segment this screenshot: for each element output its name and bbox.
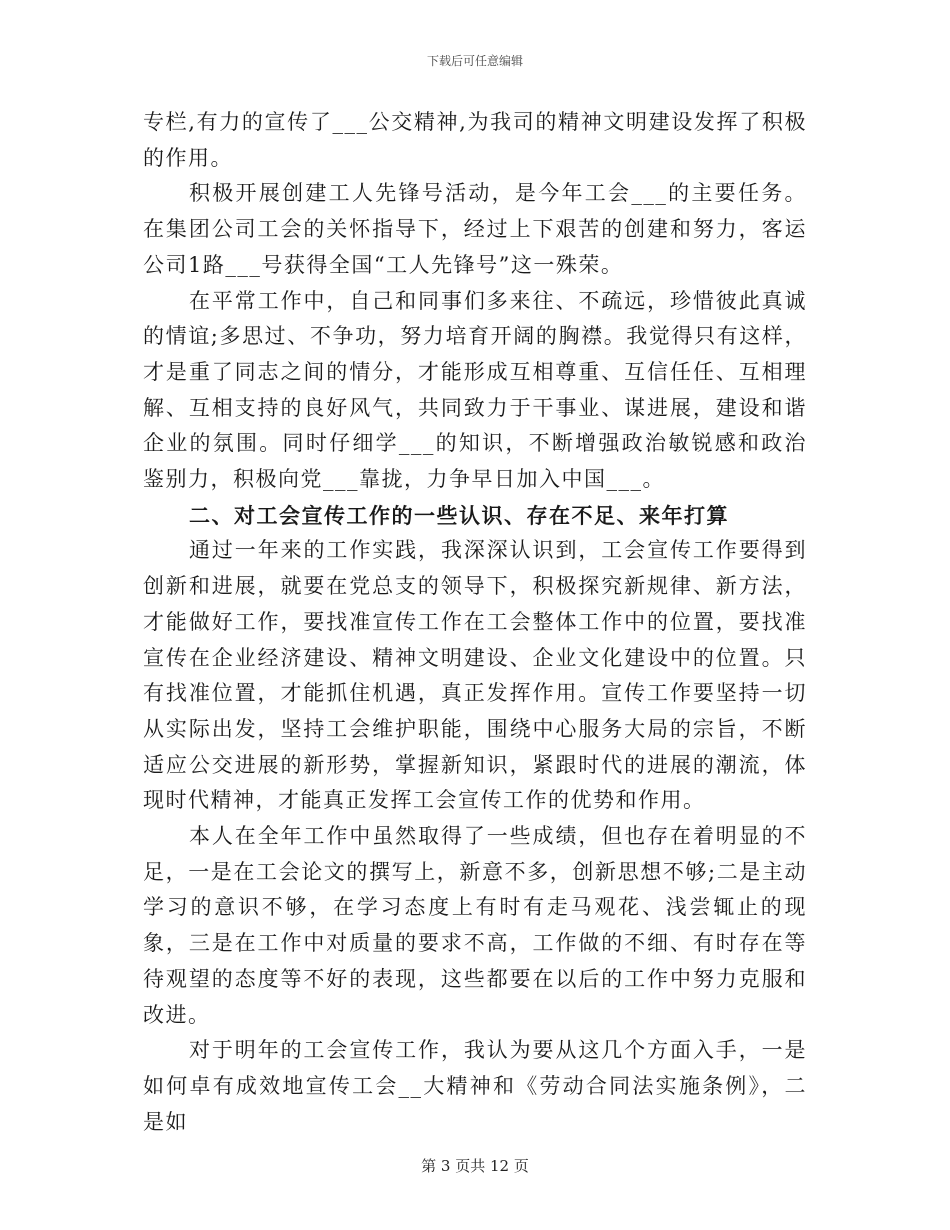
page-number-footer: 第 3 页共 12 页 — [421, 1157, 529, 1175]
paragraph-daily-work: 在平常工作中，自己和同事们多来往、不疏远，珍惜彼此真诚的情谊;多思过、不争功，努力培育开阔的胸襟。我觉得只有这样，才是重了同志之间的情分，才能形成互相尊重、互信任任、互相理解、互相支持的良好风气，共同致力于干事业、谋进展，建设和谐企业的氛围。同时仔细学___的知识，不断增强政治敏锐感和政治鉴别力，积极向党___靠拢，力争早日加入中国___。 — [143, 288, 807, 492]
paragraph-pioneer-activity: 积极开展创建工人先锋号活动，是今年工会___的主要任务。在集团公司工会的关怀指导下，经过上下艰苦的创建和努力，客运公司1路___号获得全国“工人先锋号”这一殊荣。 — [143, 181, 807, 277]
paragraph-work-practice: 通过一年来的工作实践，我深深认识到，工会宣传工作要得到创新和进展，就要在党总支的领导下，积极探究新规律、新方法，才能做好工作，要找准宣传工作在工会整体工作中的位置，要找准宣传在企业经济建设、精神文明建设、企业文化建设中的位置。只有找准位置，才能抓住机遇，真正发挥作用。宣传工作要坚持一切从实际出发，坚持工会维护职能，围绕中心服务大局的宗旨，不断适应公交进展的新形势，掌握新知识，紧跟时代的进展的潮流，体现时代精神，才能真正发挥工会宣传工作的优势和作用。 — [143, 538, 807, 813]
paragraph-next-year-plan: 对于明年的工会宣传工作，我认为要从这几个方面入手，一是如何卓有成效地宣传工会__大精神和《劳动合同法实施条例》，二是如 — [143, 1038, 807, 1134]
page-header: 下载后可任意编辑 — [426, 54, 523, 68]
paragraph-shortcomings: 本人在全年工作中虽然取得了一些成绩，但也存在着明显的不足，一是在工会论文的撰写上，新意不多，创新思想不够;二是主动学习的意识不够，在学习态度上有时有走马观花、浅尝辄止的现象，三是在工作中对质量的要求不高，工作做的不细、有时存在等待观望的态度等不好的表现，这些都要在以后的工作中努力克服和改进。 — [143, 824, 807, 1027]
document-body — [143, 105, 807, 1140]
paragraph-continuation: 专栏,有力的宣传了___公交精神,为我司的精神文明建设发挥了积极的作用。 — [143, 110, 807, 170]
section-heading: 二、对工会宣传工作的一些认识、存在不足、来年打算 — [189, 502, 729, 528]
